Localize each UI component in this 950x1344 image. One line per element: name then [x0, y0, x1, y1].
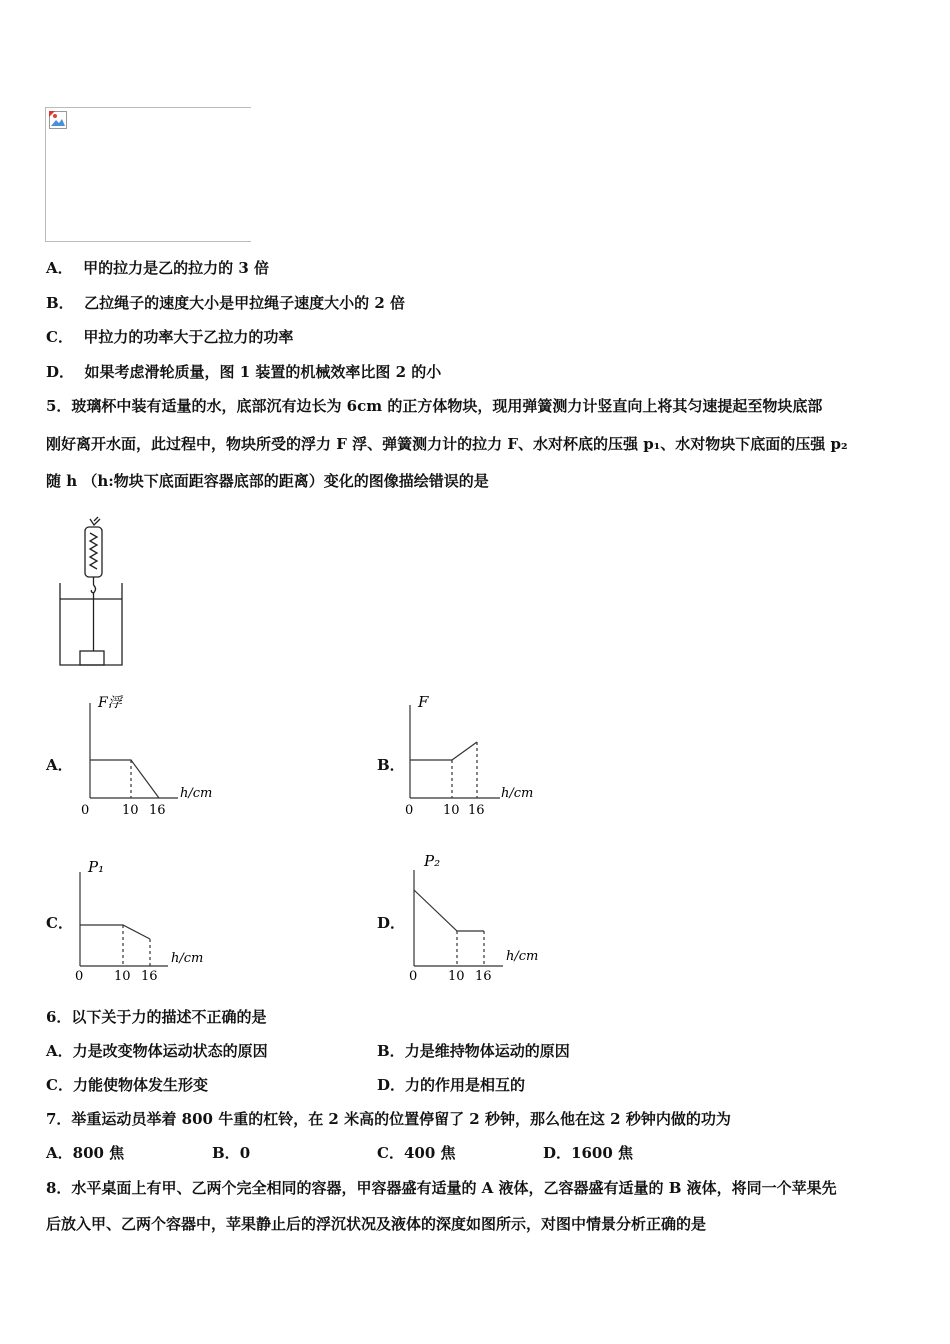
q4-option-c: C． 甲拉力的功率大于乙拉力的功率 — [46, 328, 294, 346]
graph-d-ylabel: P₂ — [424, 852, 441, 870]
graph-a — [70, 685, 230, 820]
graph-d — [400, 850, 560, 985]
q5-option-c-key: C． — [46, 914, 73, 932]
q5-option-a-key: A． — [46, 756, 73, 774]
q6-option-b: B．力是维持物体运动的原因 — [377, 1042, 570, 1060]
graph-c-ylabel: P₁ — [88, 858, 105, 876]
q5-option-b-key: B． — [377, 756, 405, 774]
broken-image-icon — [49, 111, 67, 129]
graph-d-tick-10: 10 — [448, 969, 465, 984]
q6-stem: 6．以下关于力的描述不正确的是 — [46, 1008, 267, 1026]
graph-a-tick-10: 10 — [122, 803, 139, 818]
q4-option-a: A． 甲的拉力是乙的拉力的 3 倍 — [46, 259, 269, 277]
q8-stem-line1: 8．水平桌面上有甲、乙两个完全相同的容器，甲容器盛有适量的 A 液体，乙容器盛有适量的 B 液体，将同一个苹果先 — [46, 1179, 837, 1197]
graph-c-tick-0: 0 — [75, 969, 84, 984]
q4-option-b: B． 乙拉绳子的速度大小是甲拉绳子速度大小的 2 倍 — [46, 294, 406, 312]
graph-c — [70, 850, 230, 985]
graph-b-tick-16: 16 — [468, 803, 485, 818]
graph-b-xlabel: h/cm — [501, 786, 534, 801]
q7-option-b: B．0 — [212, 1144, 251, 1162]
q7-option-c: C．400 焦 — [377, 1144, 456, 1162]
graph-b-ylabel: F — [418, 693, 429, 711]
graph-c-tick-16: 16 — [141, 969, 158, 984]
q5-stem-line3: 随 h （h:物块下底面距容器底部的距离）变化的图像描绘错误的是 — [46, 472, 489, 490]
q4-option-d: D． 如果考虑滑轮质量，图 1 装置的机械效率比图 2 的小 — [46, 363, 442, 381]
graph-c-xlabel: h/cm — [171, 951, 204, 966]
graph-d-tick-0: 0 — [409, 969, 418, 984]
q6-option-c: C．力能使物体发生形变 — [46, 1076, 208, 1094]
q7-option-d: D．1600 焦 — [543, 1144, 633, 1162]
q7-option-a: A．800 焦 — [46, 1144, 125, 1162]
graph-b-tick-0: 0 — [405, 803, 414, 818]
graph-c-tick-10: 10 — [114, 969, 131, 984]
graph-a-tick-16: 16 — [149, 803, 166, 818]
q5-stem-line1: 5．玻璃杯中装有适量的水，底部沉有边长为 6cm 的正方体物块，现用弹簧测力计竖直向上将其匀速提起至物块底部 — [46, 397, 823, 415]
q6-option-d: D．力的作用是相互的 — [377, 1076, 526, 1094]
q5-stem-line2: 刚好离开水面，此过程中，物块所受的浮力 F 浮、弹簧测力计的拉力 F、水对杯底的压强 p₁、水对物块下底面的压强 p₂ — [46, 435, 848, 453]
apparatus-figure — [50, 515, 130, 670]
broken-image-placeholder — [45, 107, 251, 242]
graph-a-xlabel: h/cm — [180, 786, 213, 801]
q7-stem: 7．举重运动员举着 800 牛重的杠铃，在 2 米高的位置停留了 2 秒钟，那么他在这 2 秒钟内做的功为 — [46, 1110, 731, 1128]
graph-a-tick-0: 0 — [81, 803, 90, 818]
q8-stem-line2: 后放入甲、乙两个容器中，苹果静止后的浮沉状况及液体的深度如图所示，对图中情景分析正确的是 — [46, 1215, 707, 1233]
graph-a-ylabel: F浮 — [98, 695, 122, 711]
graph-b — [400, 685, 560, 820]
graph-d-tick-16: 16 — [475, 969, 492, 984]
q6-option-a: A．力是改变物体运动状态的原因 — [46, 1042, 268, 1060]
graph-d-xlabel: h/cm — [506, 949, 539, 964]
q5-option-d-key: D． — [377, 914, 406, 932]
graph-b-tick-10: 10 — [443, 803, 460, 818]
